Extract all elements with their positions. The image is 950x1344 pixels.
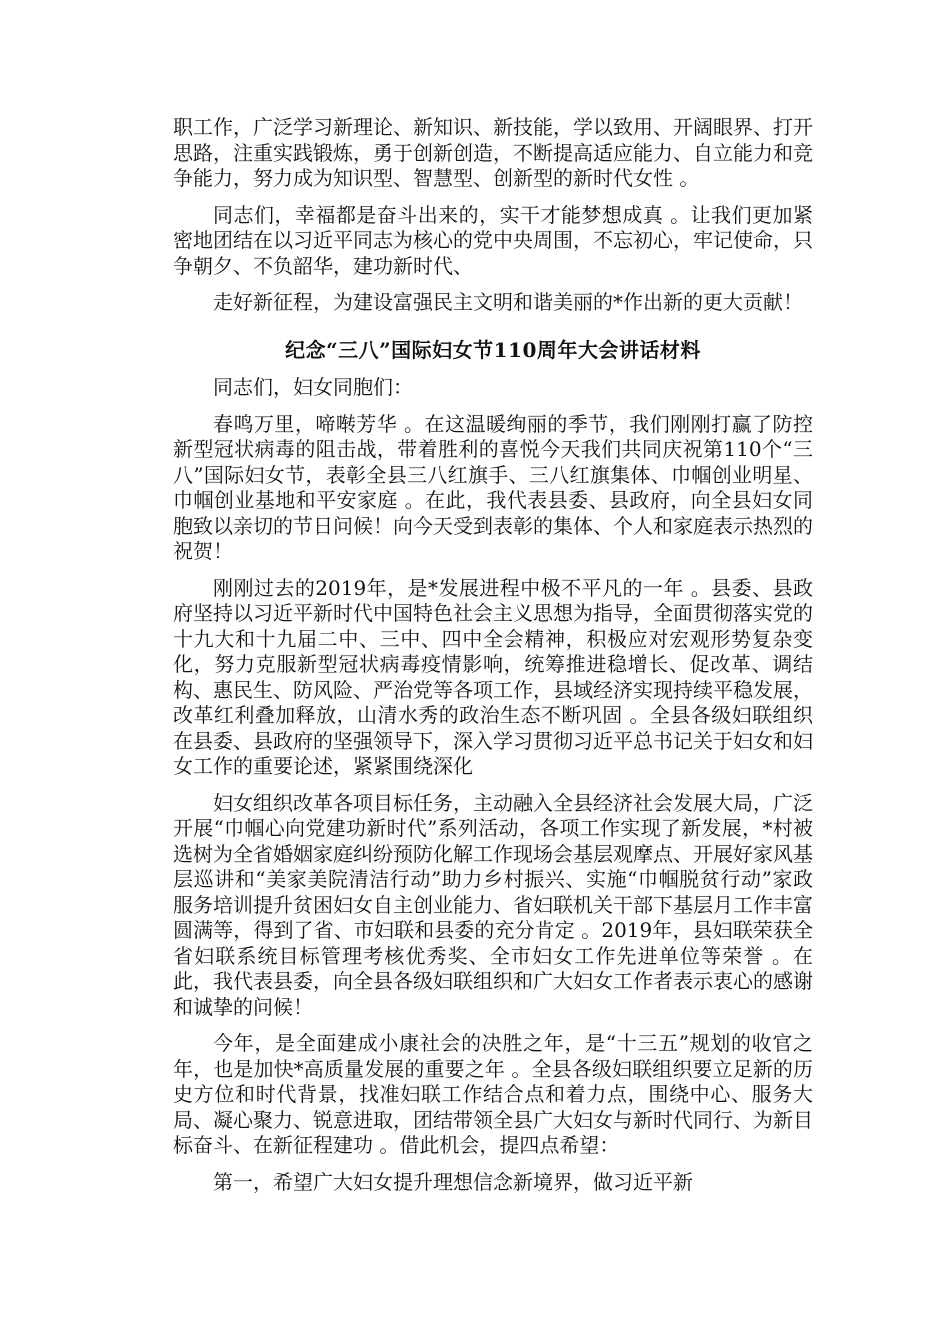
paragraph-first-hope: 第一，希望广大妇女提升理想信念新境界，做习近平新 xyxy=(213,1169,693,1194)
paragraph-continuation: 职工作，广泛学习新理论、新知识、新技能，学以致用、开阔眼界、打开思路，注重实践锻炼，勇于创新创造，不断提高适应能力、自立能力和竞争能力，努力成为知识型、智慧型、创新型的新时代女性 。 xyxy=(173,115,813,190)
speech-title: 纪念“三八”国际妇女节110周年大会讲话材料 xyxy=(285,337,701,362)
document-body xyxy=(173,115,813,1206)
paragraph-closing-line: 走好新征程，为建设富强民主文明和谐美丽的*作出新的更大贡献！ xyxy=(213,290,803,314)
paragraph-closing-appeal: 同志们，幸福都是奋斗出来的，实干才能梦想成真 。让我们更加紧密地团结在以习近平同志为核心的党中央周围，不忘初心，牢记使命，只争朝夕、不负韶华，建功新时代、 xyxy=(173,202,813,278)
paragraph-this-year: 今年，是全面建成小康社会的决胜之年，是“十三五”规划的收官之年，也是加快*高质量发展的重要之年 。全县各级妇联组织要立足新的历史方位和时代背景，找准妇联工作结合点和着力点，围绕中心、服务大局、凝心聚力、锐意进取，团结带领全县广大妇女与新时代同行、为新目标奋斗、在新征程建功 。借此机会，提四点希望： xyxy=(173,1031,813,1157)
paragraph-salutation: 同志们，妇女同胞们： xyxy=(213,375,413,399)
paragraph-opening: 春鸣万里，啼啭芳华 。在这温暖绚丽的季节，我们刚刚打赢了防控新型冠状病毒的阻击战，带着胜利的喜悦今天我们共同庆祝第110个“三八”国际妇女节，表彰全县三八红旗手、三八红旗集体、巾帼创业明星、巾帼创业基地和平安家庭 。在此，我代表县委、县政府，向全县妇女同胞致以亲切的节日问候！向今天受到表彰的集体、个人和家庭表示热烈的祝贺！ xyxy=(173,411,813,563)
paragraph-review-2019: 刚刚过去的2019年，是*发展进程中极不平凡的一年 。县委、县政府坚持以习近平新时代中国特色社会主义思想为指导，全面贯彻落实党的十九大和十九届二中、三中、四中全会精神，积极应对宏观形势复杂变化，努力克服新型冠状病毒疫情影响，统筹推进稳增长、促改革、调结构、惠民生、防风险、严治党等各项工作，县域经济实现持续平稳发展，改革红利叠加释放，山清水秀的政治生态不断巩固 。全县各级妇联组织在县委、县政府的坚强领导下，深入学习贯彻习近平总书记关于妇女和妇女工作的重要论述，紧紧围绕深化 xyxy=(173,575,813,778)
paragraph-women-work: 妇女组织改革各项目标任务，主动融入全县经济社会发展大局，广泛开展“巾帼心向党建功新时代”系列活动，各项工作实现了新发展，*村被选树为全省婚姻家庭纠纷预防化解工作现场会基层观摩点、开展好家风基层巡讲和“美家美院清洁行动”助力乡村振兴、实施“巾帼脱贫行动”家政服务培训提升贫困妇女自主创业能力、省妇联机关干部下基层月工作丰富圆满等，得到了省、市妇联和县委的充分肯定 。2019年，县妇联荣获全省妇联系统目标管理考核优秀奖、全市妇女工作先进单位等荣誉 。在此，我代表县委，向全县各级妇联组织和广大妇女工作者表示衷心的感谢和诚挚的问候！ xyxy=(173,790,813,1019)
